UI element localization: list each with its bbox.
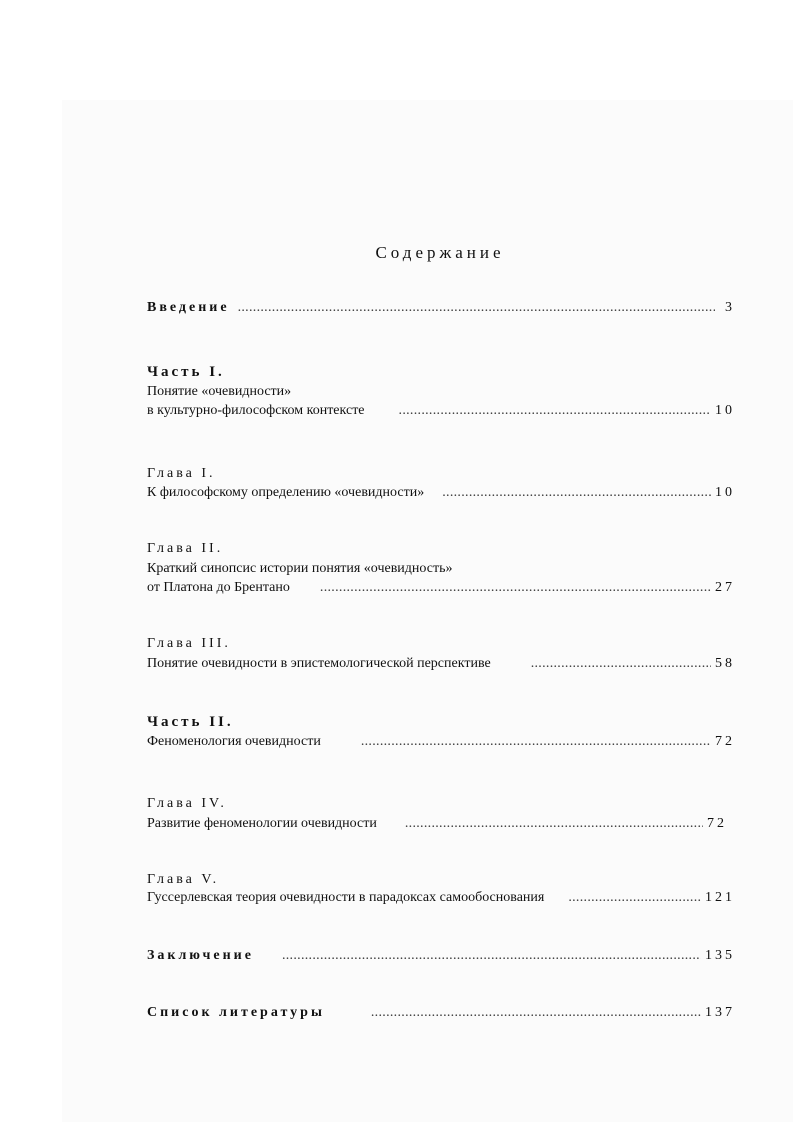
chapter5-heading: Глава V. xyxy=(147,872,220,887)
toc-entry-part2[interactable] xyxy=(147,734,735,754)
toc-entry-part1[interactable] xyxy=(147,403,735,423)
toc-entry-intro[interactable] xyxy=(147,300,735,320)
toc-page-number: 10 xyxy=(715,403,735,418)
toc-page-number: 10 xyxy=(715,485,735,500)
toc-entry-conclusion[interactable] xyxy=(147,948,735,968)
toc-page-number: 121 xyxy=(705,890,735,905)
dot-leader xyxy=(531,656,711,672)
toc-page-number: 3 xyxy=(725,300,735,315)
chapter4-title: Развитие феноменологии очевидности xyxy=(147,816,377,831)
dot-leader xyxy=(568,890,701,906)
toc-entry-chapter1[interactable] xyxy=(147,485,735,505)
chapter3-heading: Глава III. xyxy=(147,636,231,651)
toc-entry-chapter3[interactable] xyxy=(147,656,735,676)
dot-leader xyxy=(371,1005,701,1021)
part2-title: Феноменология очевидности xyxy=(147,734,321,749)
toc-page-number: 27 xyxy=(715,580,735,595)
toc-page-number: 72 xyxy=(707,816,727,831)
toc-entry-label: Список литературы xyxy=(147,1005,325,1020)
part1-title-line2: в культурно-философском контексте xyxy=(147,403,365,418)
toc-page-number: 135 xyxy=(705,948,735,963)
chapter1-heading: Глава I. xyxy=(147,466,216,481)
toc-page-number: 137 xyxy=(705,1005,735,1020)
dot-leader xyxy=(399,403,711,419)
dot-leader xyxy=(282,948,701,964)
chapter2-heading: Глава II. xyxy=(147,541,224,556)
part1-title-line1: Понятие «очевидности» xyxy=(147,384,292,399)
dot-leader xyxy=(442,485,711,501)
dot-leader xyxy=(361,734,711,750)
toc-entry-chapter5[interactable] xyxy=(147,890,735,910)
toc-entry-chapter2[interactable] xyxy=(147,580,735,600)
toc-page-number: 58 xyxy=(715,656,735,671)
toc-entry-label: Введение xyxy=(147,300,230,315)
toc-page-number: 72 xyxy=(715,734,735,749)
toc-entry-bibliography[interactable] xyxy=(147,1005,735,1025)
page-title: Содержание xyxy=(375,243,505,262)
chapter5-title: Гуссерлевская теория очевидности в парадоксах самообоснования xyxy=(147,890,545,905)
toc-entry-label: Заключение xyxy=(147,948,254,963)
chapter2-title-line1: Краткий синопсис истории понятия «очевидность» xyxy=(147,561,453,576)
part1-heading: Часть I. xyxy=(147,364,225,380)
chapter4-heading: Глава IV. xyxy=(147,796,227,811)
dot-leader xyxy=(320,580,711,596)
part2-heading: Часть II. xyxy=(147,714,234,730)
dot-leader xyxy=(405,816,703,832)
chapter2-title-line2: от Платона до Брентано xyxy=(147,580,290,595)
chapter3-title: Понятие очевидности в эпистемологической перспективе xyxy=(147,656,491,671)
chapter1-title: К философскому определению «очевидности» xyxy=(147,485,425,500)
dot-leader xyxy=(238,300,715,316)
toc-entry-chapter4[interactable] xyxy=(147,816,727,836)
